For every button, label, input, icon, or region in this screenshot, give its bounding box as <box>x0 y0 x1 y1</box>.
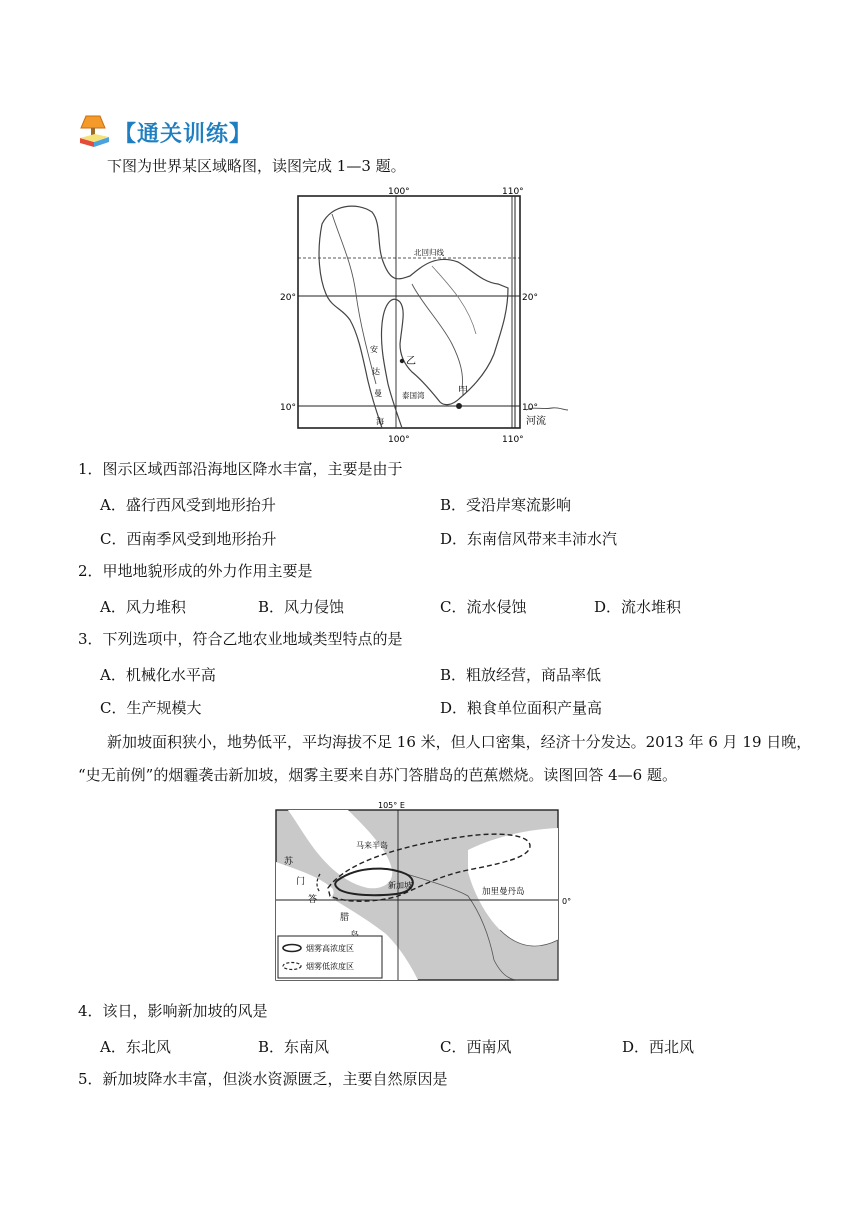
q3-option-c[interactable]: C．生产规模大 <box>100 699 202 717</box>
question-2: 2．甲地地貌形成的外力作用主要是 <box>78 562 313 580</box>
gulf-label: 泰国湾 <box>402 391 425 400</box>
lat-label-20-right: 20° <box>522 293 538 303</box>
intro-text-1: 下图为世界某区域略图，读图完成 1—3 题。 <box>107 157 406 175</box>
q4-option-b[interactable]: B．东南风 <box>258 1038 330 1056</box>
legend-low-label: 烟雾低浓度区 <box>306 962 354 971</box>
q1-option-d[interactable]: D．东南信风带来丰沛水汽 <box>440 530 618 548</box>
lon-label-100: 100° <box>388 187 410 197</box>
q1-option-a[interactable]: A．盛行西风受到地形抬升 <box>100 496 276 514</box>
sumatra-label-4: 腊 <box>340 913 350 923</box>
malay-label: 马来半岛 <box>356 841 388 850</box>
kalimantan-label: 加里曼丹岛 <box>482 887 525 897</box>
q2-option-c[interactable]: C．流水侵蚀 <box>440 598 527 616</box>
q3-option-a[interactable]: A．机械化水平高 <box>100 666 216 684</box>
q4-option-a[interactable]: A．东北风 <box>100 1038 171 1056</box>
section-header <box>78 112 252 152</box>
lamp-book-icon <box>78 112 112 152</box>
legend-river: 河流 <box>526 416 546 427</box>
map-southeast-asia <box>272 184 572 450</box>
question-4: 4．该日，影响新加坡的风是 <box>78 1002 268 1020</box>
lat-label-20: 20° <box>280 293 296 303</box>
lon-label-110-bottom: 110° <box>502 435 524 445</box>
q3-option-b[interactable]: B．粗放经营，商品率低 <box>440 666 602 684</box>
question-1: 1．图示区域西部沿海地区降水丰富，主要是由于 <box>78 460 403 478</box>
lon-label-105e: 105° E <box>378 801 405 810</box>
q1-option-c[interactable]: C．西南季风受到地形抬升 <box>100 530 277 548</box>
question-3: 3．下列选项中，符合乙地农业地域类型特点的是 <box>78 630 403 648</box>
sumatra-label-1: 苏 <box>284 857 294 867</box>
sumatra-label-3: 答 <box>308 895 318 905</box>
label-jia: 甲 <box>458 386 468 397</box>
intro-text-2-line-2: “史无前例”的烟霾袭击新加坡，烟雾主要来自苏门答腊岛的芭蕉燃烧。读图回答 4—6 题。 <box>78 766 677 784</box>
section-title: 【通关训练】 <box>114 121 253 147</box>
sea-label-3: 曼 <box>374 389 382 398</box>
q2-option-b[interactable]: B．风力侵蚀 <box>258 598 345 616</box>
lat-label-10: 10° <box>280 403 296 413</box>
intro-text-2-line-1: 新加坡面积狭小，地势低平，平均海拔不足 16 米，但人口密集，经济十分发达。2013 年 6 月 19 日晚， <box>107 733 812 751</box>
legend-high-label: 烟雾高浓度区 <box>306 944 354 953</box>
q2-option-d[interactable]: D．流水堆积 <box>594 598 682 616</box>
q4-option-d[interactable]: D．西北风 <box>622 1038 695 1056</box>
q1-option-b[interactable]: B．受沿岸寒流影响 <box>440 496 572 514</box>
lon-label-100-bottom: 100° <box>388 435 410 445</box>
singapore-label: 新加坡 <box>388 881 412 890</box>
sumatra-label-2: 门 <box>296 877 306 887</box>
map-singapore-haze <box>268 800 572 984</box>
q2-option-a[interactable]: A．风力堆积 <box>100 598 186 616</box>
sea-label-4: 海 <box>376 417 384 426</box>
q4-option-c[interactable]: C．西南风 <box>440 1038 512 1056</box>
q3-option-d[interactable]: D．粮食单位面积产量高 <box>440 699 603 717</box>
lon-label-110: 110° <box>502 187 524 197</box>
question-5: 5．新加坡降水丰富，但淡水资源匮乏，主要自然原因是 <box>78 1070 448 1088</box>
lat-label-0: 0° <box>562 897 572 906</box>
sea-label-2: 达 <box>372 367 380 376</box>
sea-label-1: 安 <box>370 345 378 354</box>
label-yi: 乙 <box>406 356 416 367</box>
lat-label-10-right: 10° <box>522 403 538 413</box>
tropic-label: 北回归线 <box>414 248 444 257</box>
